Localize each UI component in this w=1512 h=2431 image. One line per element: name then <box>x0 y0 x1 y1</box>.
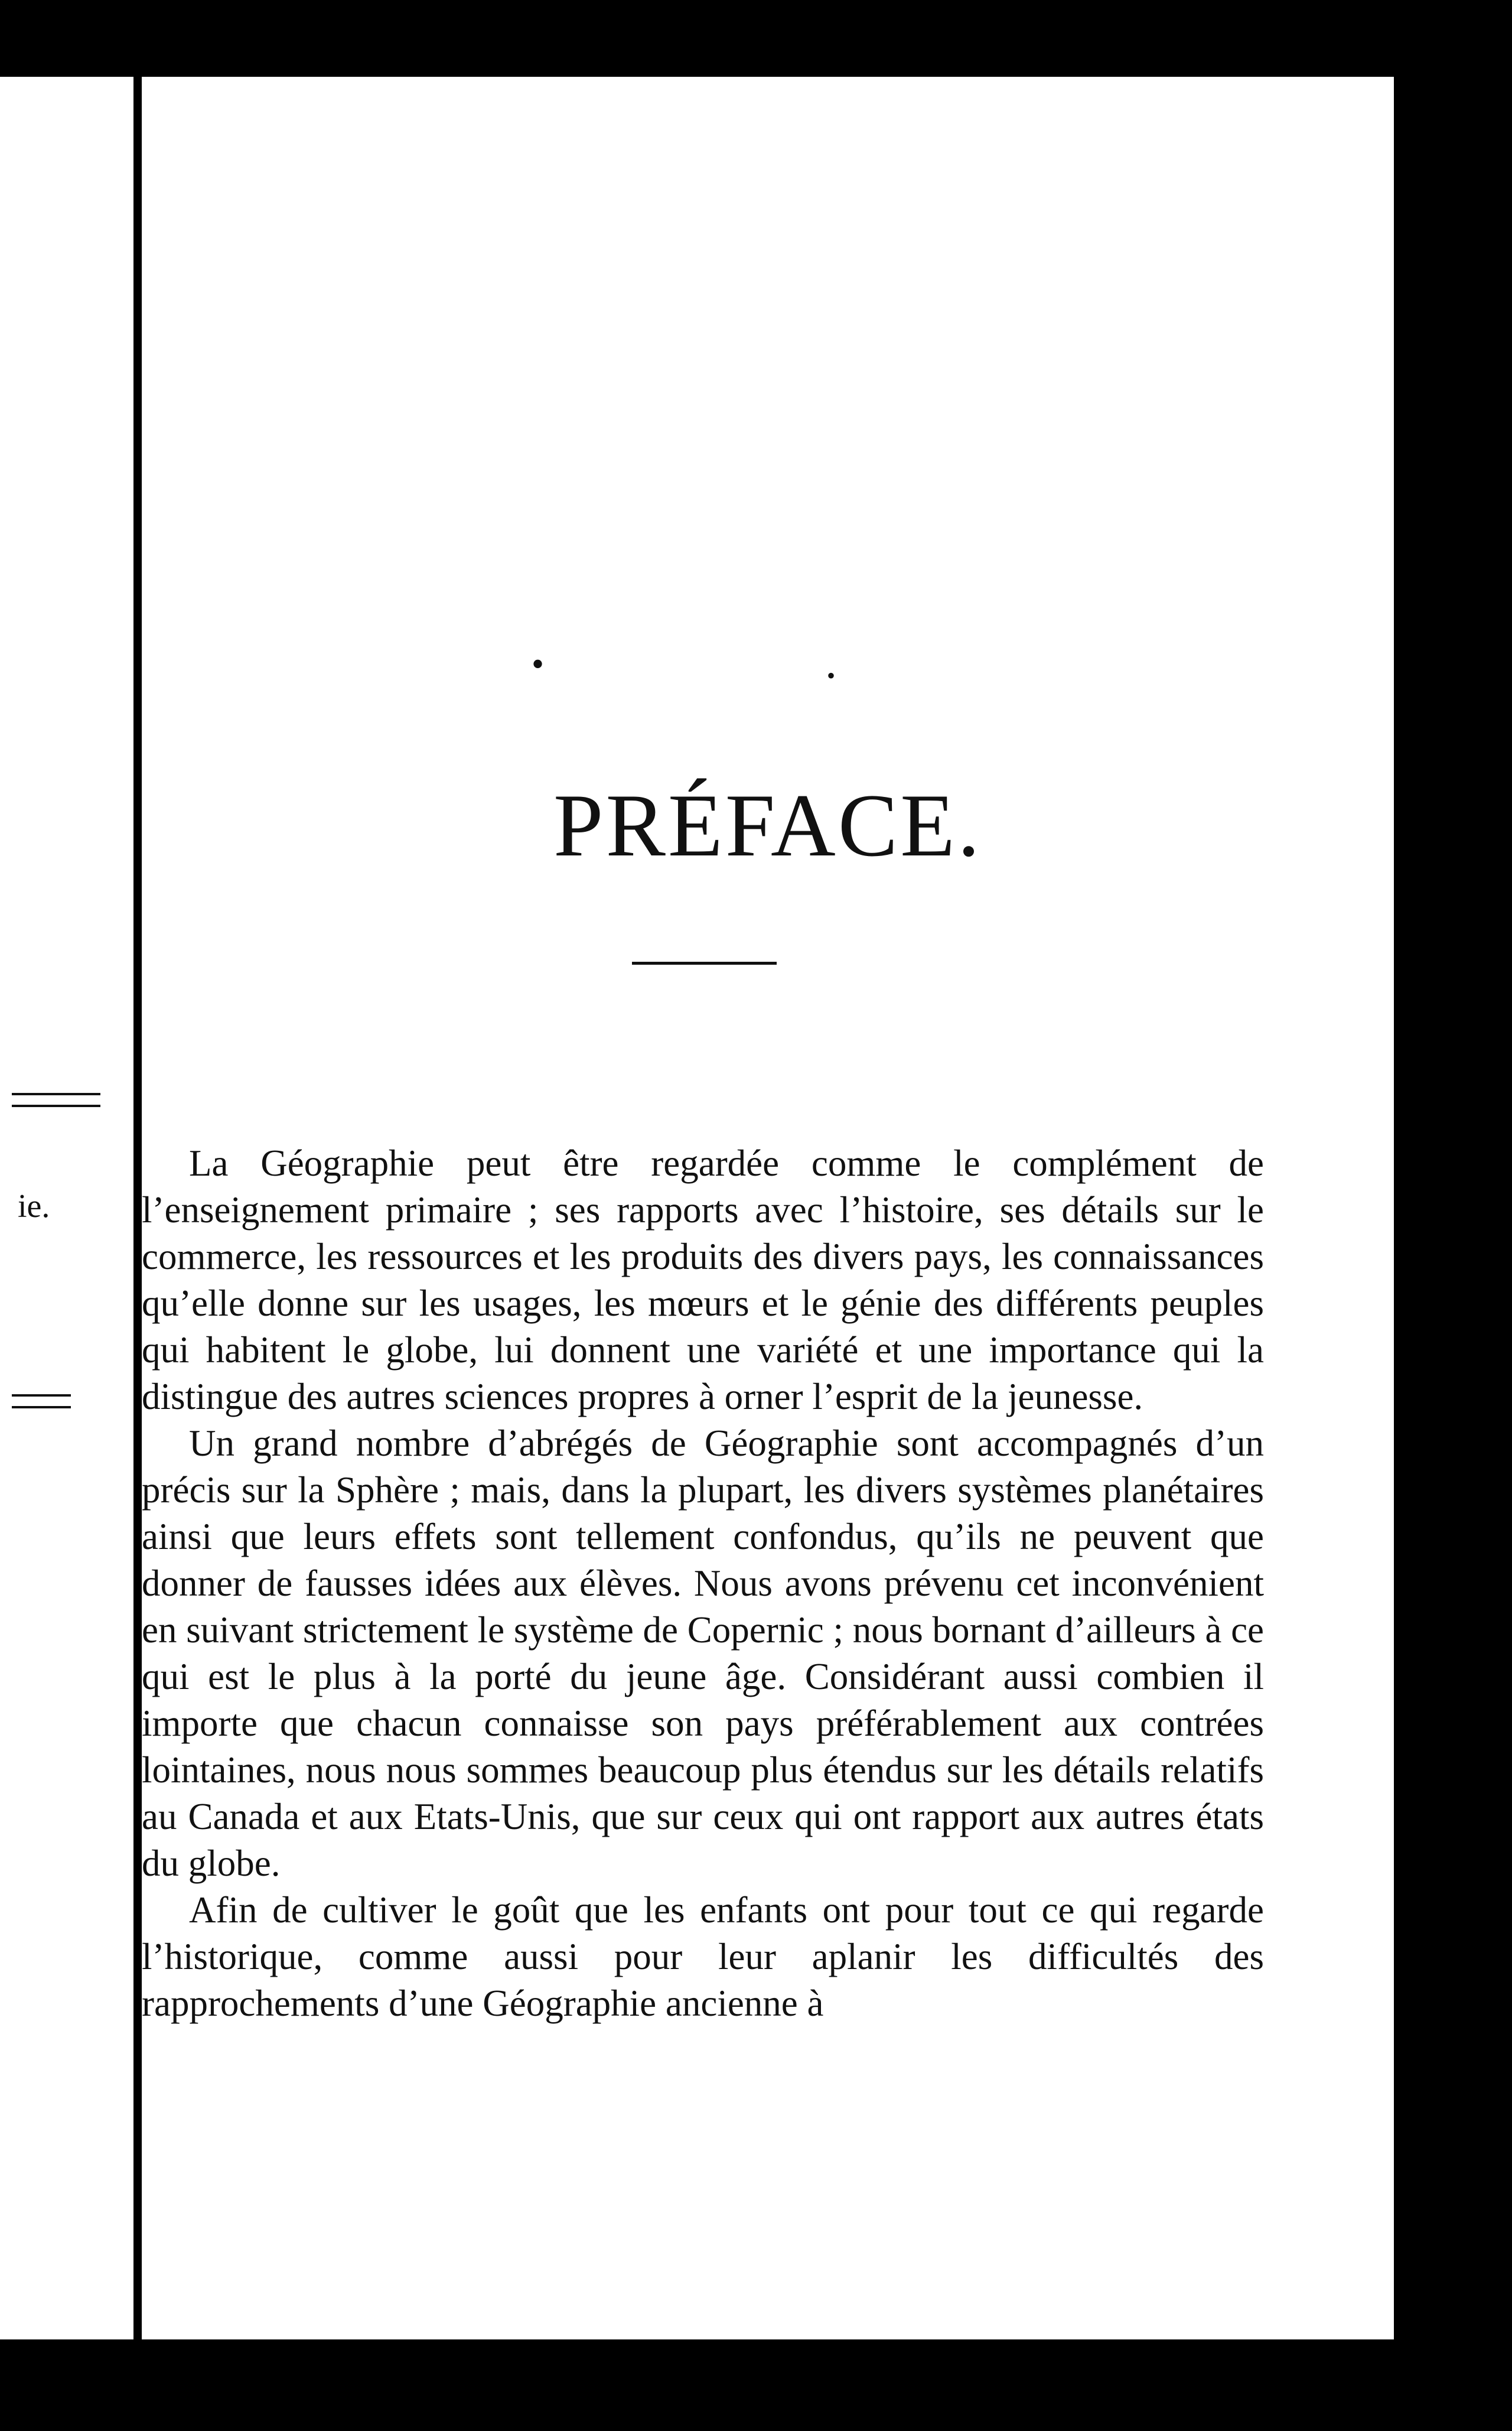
paragraph: Un grand nombre d’abrégés de Géographie sont accompagnés d’un précis sur la Sphère ; mais, dans la plupart, les divers systèmes planétaires ainsi que leurs effets sont tellement confondus, qu’ils ne peuvent que donner de fausses idées aux élèves. Nous avons prévenu cet inconvénient en suivant strictement le système de Copernic ; nous bornant d’ailleurs à ce qui est le plus à la porté du jeune âge. Considérant aussi combien il importe que chacun connaisse son pays préférablement aux contrées lointaines, nous nous sommes beaucoup plus étendus sur les détails relatifs au Canada et aux Etats-Unis, que sur ceux qui ont rapport aux autres états du globe. <box>142 1423 1264 1884</box>
margin-rule <box>12 1105 100 1107</box>
book-page <box>142 77 1394 2339</box>
margin-rule <box>12 1093 100 1095</box>
margin-rule <box>12 1406 71 1408</box>
preface-text <box>142 1140 1264 2027</box>
left-page-margin <box>0 77 142 2339</box>
printing-speck: • <box>827 662 836 689</box>
paragraph: Afin de cultiver le goût que les enfants ont pour tout ce qui regarde l’historique, comme aussi pour leur aplanir les difficultés des rapprochements d’une Géographie ancienne à <box>142 1889 1264 2024</box>
printing-speck: • <box>532 645 545 684</box>
margin-rule <box>12 1394 71 1397</box>
paragraph: La Géographie peut être regardée comme le complément de l’enseignement primaire ; ses rapports avec l’histoire, ses détails sur le commerce, les ressources et les produits des divers pays, les connaissances qu’elle donne sur les usages, les mœurs et le génie des différents peuples qui habitent le globe, lui donnent une variété et une importance qui la distingue des autres sciences propres à orner l’esprit de la jeunesse. <box>142 1143 1264 1417</box>
margin-text-fragment: ie. <box>18 1188 50 1225</box>
page-title: PRÉFACE. <box>553 776 983 875</box>
title-rule <box>632 962 777 965</box>
right-page-edge <box>1394 77 1418 2339</box>
